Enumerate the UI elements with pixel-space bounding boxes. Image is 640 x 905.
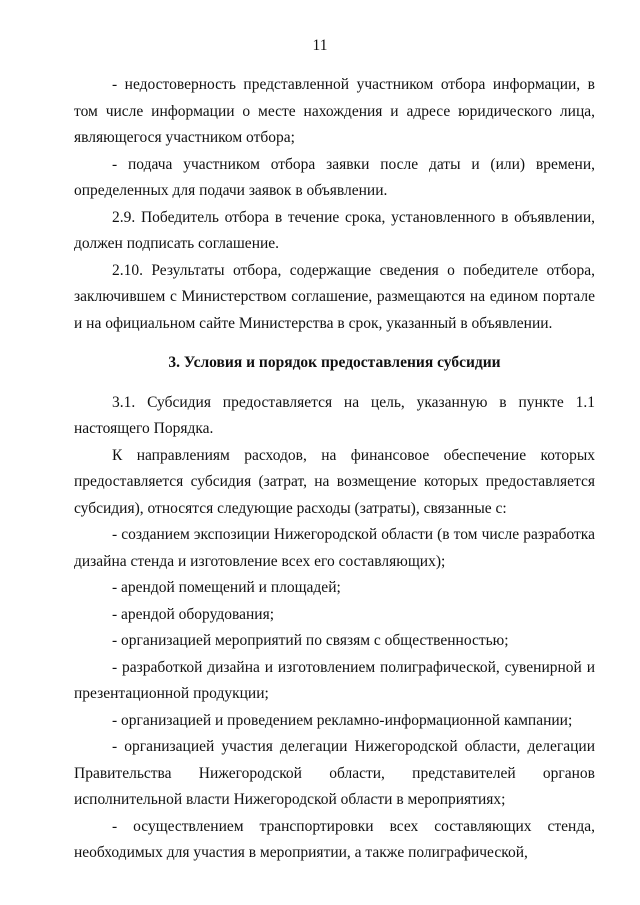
page-number: 11 — [312, 37, 328, 54]
document-body — [74, 72, 595, 867]
paragraph-expense-directions: К направлениям расходов, на финансовое обеспечение которых предоставляется субсидия (затрат, на возмещение которых предоставляется субсидия), относятся следующие расходы (затраты), связанные с: — [74, 446, 595, 517]
list-item-pr-events: - организацией мероприятий по связям с общественностью; — [112, 632, 509, 649]
list-item-transportation: - осуществлением транспортировки всех составляющих стенда, необходимых для участия в мероприятии, а также полиграфической, — [74, 817, 595, 861]
list-item-exposition: - созданием экспозиции Нижегородской области (в том числе разработка дизайна стенда и изготовление всех его составляющих); — [74, 526, 595, 570]
list-item-premises-rent: - арендой помещений и площадей; — [112, 579, 341, 596]
paragraph-2-10: 2.10. Результаты отбора, содержащие сведения о победителе отбора, заключившем с Министерством соглашение, размещаются на едином портале и на официальном сайте Министерства в срок, указанный в объявлении. — [74, 261, 595, 332]
paragraph-3-1: 3.1. Субсидия предоставляется на цель, указанную в пункте 1.1 настоящего Порядка. — [74, 393, 595, 437]
paragraph-unreliable-info: - недостоверность представленной участником отбора информации, в том числе информации о месте нахождения и адресе юридического лица, являющегося участником отбора; — [74, 76, 595, 146]
list-item-delegation: - организацией участия делегации Нижегородской области, делегации Правительства Нижегородской области, представителей органов исполнительной власти Нижегородской области в мероприятиях; — [74, 738, 595, 808]
list-item-equipment-rent: - арендой оборудования; — [112, 605, 275, 623]
section-heading: 3. Условия и порядок предоставления субсидии — [168, 354, 501, 371]
paragraph-2-9: 2.9. Победитель отбора в течение срока, установленного в объявлении, должен подписать соглашение. — [74, 208, 595, 252]
list-item-printed-products: - разработкой дизайна и изготовлением полиграфической, сувенирной и презентационной продукции; — [74, 658, 595, 702]
paragraph-late-application: - подача участником отбора заявки после даты и (или) времени, определенных для подачи заявок в объявлении. — [74, 155, 595, 199]
list-item-ad-campaign: - организацией и проведением рекламно-информационной кампании; — [112, 711, 573, 729]
